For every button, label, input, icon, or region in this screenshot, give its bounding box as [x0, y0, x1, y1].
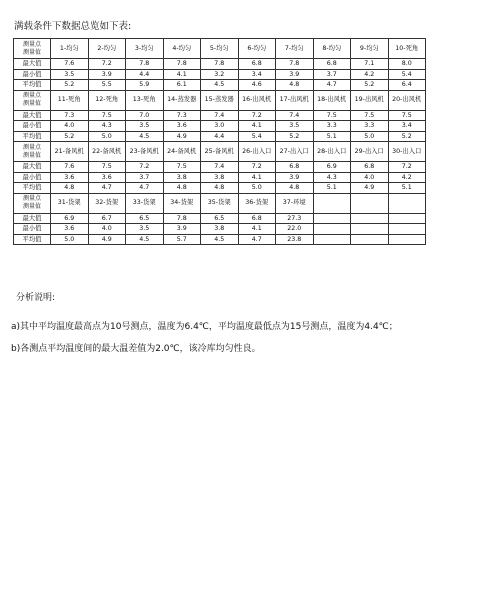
value-cell: 4.3 — [88, 121, 126, 132]
value-cell: 7.8 — [201, 59, 239, 70]
value-cell: 6.5 — [201, 213, 239, 224]
measure-point-header — [313, 193, 351, 213]
header-label-line: 测量值 — [22, 151, 41, 159]
value-cell: 7.2 — [126, 162, 164, 173]
value-cell: 5.1 — [313, 183, 351, 194]
measure-point-header: 3-均匀 — [126, 39, 164, 59]
value-cell: 4.3 — [313, 172, 351, 183]
value-cell: 5.9 — [126, 80, 164, 91]
measure-point-header: 5-均匀 — [201, 39, 239, 59]
value-cell: 7.5 — [313, 110, 351, 121]
value-cell: 7.6 — [51, 162, 89, 173]
measure-point-header: 37-环境 — [276, 193, 314, 213]
value-cell: 4.0 — [351, 172, 389, 183]
value-cell — [313, 224, 351, 235]
table-row — [14, 121, 426, 132]
header-label-cell — [14, 142, 51, 162]
value-cell: 4.8 — [276, 183, 314, 194]
value-cell: 3.8 — [201, 224, 239, 235]
measure-point-header — [388, 193, 426, 213]
value-cell: 4.6 — [238, 80, 276, 91]
header-label-line: 测量值 — [22, 100, 41, 107]
row-label: 平均值 — [14, 80, 51, 91]
value-cell: 3.5 — [51, 69, 89, 80]
measure-point-header: 12-死角 — [88, 90, 126, 110]
value-cell — [351, 224, 389, 235]
value-cell: 3.9 — [276, 172, 314, 183]
value-cell: 6.8 — [351, 162, 389, 173]
value-cell: 4.9 — [88, 234, 126, 245]
page-title: 满载条件下数据总览如下表: — [14, 21, 132, 32]
measure-point-header: 16-出风机 — [238, 90, 276, 110]
value-cell: 5.0 — [51, 234, 89, 245]
value-cell: 3.6 — [51, 172, 89, 183]
value-cell: 5.2 — [51, 131, 89, 142]
value-cell: 4.5 — [201, 80, 239, 91]
measure-point-header: 27-出入口 — [276, 142, 314, 162]
value-cell: 7.4 — [201, 162, 239, 173]
measure-point-header: 28-出入口 — [313, 142, 351, 162]
value-cell: 3.3 — [351, 121, 389, 132]
value-cell: 7.8 — [276, 59, 314, 70]
value-cell: 3.6 — [88, 172, 126, 183]
value-cell: 4.5 — [126, 234, 164, 245]
row-label: 最小值 — [14, 121, 51, 132]
value-cell: 3.5 — [126, 224, 164, 235]
row-label: 最小值 — [14, 69, 51, 80]
measure-point-header: 21-备风机 — [51, 142, 89, 162]
header-label-line: 测量点 — [22, 195, 41, 202]
value-cell: 3.4 — [238, 69, 276, 80]
value-cell: 4.5 — [201, 234, 239, 245]
value-cell — [351, 234, 389, 245]
value-cell: 7.2 — [388, 162, 426, 173]
value-cell — [351, 213, 389, 224]
measure-point-header: 15-蒸发器 — [201, 90, 239, 110]
value-cell — [388, 213, 426, 224]
analysis-heading: 分析说明: — [16, 293, 56, 303]
value-cell: 5.4 — [388, 69, 426, 80]
table-row — [14, 213, 426, 224]
measure-point-header: 7-均匀 — [276, 39, 314, 59]
row-label: 最小值 — [14, 224, 51, 235]
value-cell: 3.0 — [201, 121, 239, 132]
value-cell: 7.0 — [126, 110, 164, 121]
value-cell: 3.4 — [388, 121, 426, 132]
table-row — [14, 59, 426, 70]
value-cell: 5.2 — [51, 80, 89, 91]
value-cell: 4.1 — [238, 121, 276, 132]
value-cell: 7.4 — [276, 110, 314, 121]
header-label-cell — [14, 90, 51, 110]
value-cell: 4.7 — [313, 80, 351, 91]
table-header-row — [14, 193, 426, 213]
measure-point-header: 36-货架 — [238, 193, 276, 213]
measure-point-header: 17-出风机 — [276, 90, 314, 110]
value-cell: 6.1 — [163, 80, 201, 91]
table-header-row — [14, 39, 426, 59]
value-cell: 3.6 — [163, 121, 201, 132]
value-cell: 5.1 — [388, 183, 426, 194]
table-row — [14, 131, 426, 142]
measure-point-header: 26-出入口 — [238, 142, 276, 162]
row-label: 平均值 — [14, 131, 51, 142]
table-row — [14, 69, 426, 80]
value-cell: 7.8 — [163, 213, 201, 224]
value-cell: 4.9 — [163, 131, 201, 142]
value-cell: 7.5 — [163, 162, 201, 173]
header-label-line: 测量值 — [22, 48, 41, 56]
value-cell: 4.2 — [351, 69, 389, 80]
value-cell: 5.4 — [238, 131, 276, 142]
value-cell: 4.1 — [163, 69, 201, 80]
value-cell: 5.2 — [388, 131, 426, 142]
value-cell: 7.3 — [163, 110, 201, 121]
value-cell: 4.9 — [351, 183, 389, 194]
measure-point-header: 20-出风机 — [388, 90, 426, 110]
value-cell: 3.9 — [88, 69, 126, 80]
value-cell: 4.4 — [126, 69, 164, 80]
value-cell: 5.7 — [163, 234, 201, 245]
measure-point-header — [351, 193, 389, 213]
value-cell: 23.8 — [276, 234, 314, 245]
value-cell — [313, 234, 351, 245]
measure-point-header: 25-备风机 — [201, 142, 239, 162]
table-row — [14, 172, 426, 183]
measure-point-header: 13-死角 — [126, 90, 164, 110]
value-cell: 7.5 — [88, 110, 126, 121]
table-row — [14, 224, 426, 235]
measure-point-header: 23-备风机 — [126, 142, 164, 162]
value-cell: 6.9 — [313, 162, 351, 173]
value-cell: 7.5 — [351, 110, 389, 121]
measure-point-header: 31-货架 — [51, 193, 89, 213]
value-cell: 5.2 — [351, 80, 389, 91]
value-cell: 6.4 — [388, 80, 426, 91]
value-cell: 3.2 — [201, 69, 239, 80]
table-header-row — [14, 142, 426, 162]
measure-point-header: 29-出入口 — [351, 142, 389, 162]
value-cell: 4.8 — [276, 80, 314, 91]
value-cell: 7.8 — [126, 59, 164, 70]
value-cell: 7.5 — [88, 162, 126, 173]
value-cell — [388, 234, 426, 245]
value-cell: 7.6 — [51, 59, 89, 70]
header-label-line: 测量值 — [22, 203, 41, 210]
value-cell: 5.0 — [238, 183, 276, 194]
value-cell: 5.0 — [351, 131, 389, 142]
value-cell: 3.5 — [276, 121, 314, 132]
measure-point-header: 2-均匀 — [88, 39, 126, 59]
row-label: 平均值 — [14, 183, 51, 194]
value-cell: 4.2 — [388, 172, 426, 183]
row-label: 平均值 — [14, 234, 51, 245]
value-cell: 4.4 — [201, 131, 239, 142]
header-label-cell — [14, 39, 51, 59]
measure-point-header: 9-均匀 — [351, 39, 389, 59]
table-row — [14, 110, 426, 121]
value-cell: 6.8 — [238, 59, 276, 70]
table-row — [14, 234, 426, 245]
value-cell: 7.3 — [51, 110, 89, 121]
value-cell: 4.5 — [126, 131, 164, 142]
value-cell: 3.7 — [126, 172, 164, 183]
value-cell: 6.8 — [238, 213, 276, 224]
table-row — [14, 183, 426, 194]
value-cell: 6.8 — [276, 162, 314, 173]
measure-point-header: 6-均匀 — [238, 39, 276, 59]
value-cell: 4.7 — [88, 183, 126, 194]
value-cell: 5.2 — [276, 131, 314, 142]
measure-point-header: 35-货架 — [201, 193, 239, 213]
value-cell: 27.3 — [276, 213, 314, 224]
measure-point-header: 18-出风机 — [313, 90, 351, 110]
table-header-row — [14, 90, 426, 110]
value-cell: 4.0 — [88, 224, 126, 235]
measure-point-header: 14-蒸发器 — [163, 90, 201, 110]
value-cell: 7.5 — [388, 110, 426, 121]
value-cell: 4.1 — [238, 224, 276, 235]
measure-point-header: 4-均匀 — [163, 39, 201, 59]
value-cell — [388, 224, 426, 235]
value-cell: 7.1 — [351, 59, 389, 70]
value-cell: 6.8 — [313, 59, 351, 70]
analysis-note-b: b)各测点平均温度间的最大温差值为2.0℃，该冷库均匀性良。 — [11, 344, 261, 354]
value-cell: 7.2 — [88, 59, 126, 70]
value-cell: 7.4 — [201, 110, 239, 121]
measure-point-header: 34-货架 — [163, 193, 201, 213]
measure-point-header: 32-货架 — [88, 193, 126, 213]
measure-point-header: 30-出入口 — [388, 142, 426, 162]
value-cell: 6.5 — [126, 213, 164, 224]
value-cell: 7.2 — [238, 162, 276, 173]
value-cell: 4.7 — [126, 183, 164, 194]
row-label: 最大值 — [14, 213, 51, 224]
measure-point-header: 33-货架 — [126, 193, 164, 213]
header-label-line: 测量点 — [22, 92, 41, 99]
value-cell: 7.8 — [163, 59, 201, 70]
row-label: 最大值 — [14, 162, 51, 173]
header-label-cell — [14, 193, 51, 213]
data-table — [13, 38, 426, 245]
row-label: 最小值 — [14, 172, 51, 183]
value-cell: 6.7 — [88, 213, 126, 224]
value-cell: 5.1 — [313, 131, 351, 142]
value-cell: 5.0 — [88, 131, 126, 142]
value-cell: 3.8 — [201, 172, 239, 183]
analysis-note-a: a)其中平均温度最高点为10号测点，温度为6.4℃，平均温度最低点为15号测点，温度为4.4℃； — [11, 322, 398, 332]
value-cell: 3.9 — [163, 224, 201, 235]
value-cell: 3.7 — [313, 69, 351, 80]
value-cell: 6.9 — [51, 213, 89, 224]
value-cell: 4.8 — [163, 183, 201, 194]
measure-point-header: 8-均匀 — [313, 39, 351, 59]
value-cell: 3.5 — [126, 121, 164, 132]
row-label: 最大值 — [14, 110, 51, 121]
measure-point-header: 11-死角 — [51, 90, 89, 110]
value-cell: 3.6 — [51, 224, 89, 235]
measure-point-header: 1-均匀 — [51, 39, 89, 59]
value-cell: 4.8 — [201, 183, 239, 194]
value-cell: 4.0 — [51, 121, 89, 132]
value-cell: 8.0 — [388, 59, 426, 70]
value-cell: 4.7 — [238, 234, 276, 245]
value-cell: 5.5 — [88, 80, 126, 91]
value-cell: 4.1 — [238, 172, 276, 183]
header-label-line: 测量点 — [22, 143, 41, 151]
header-label-line: 测量点 — [22, 40, 41, 48]
value-cell: 7.2 — [238, 110, 276, 121]
measure-point-header: 19-出风机 — [351, 90, 389, 110]
value-cell: 22.0 — [276, 224, 314, 235]
table-row — [14, 80, 426, 91]
value-cell: 3.8 — [163, 172, 201, 183]
measure-point-header: 10-死角 — [388, 39, 426, 59]
table-row — [14, 162, 426, 173]
value-cell — [313, 213, 351, 224]
row-label: 最大值 — [14, 59, 51, 70]
value-cell: 3.9 — [276, 69, 314, 80]
value-cell: 3.3 — [313, 121, 351, 132]
measure-point-header: 24-备风机 — [163, 142, 201, 162]
value-cell: 4.8 — [51, 183, 89, 194]
measure-point-header: 22-备风机 — [88, 142, 126, 162]
